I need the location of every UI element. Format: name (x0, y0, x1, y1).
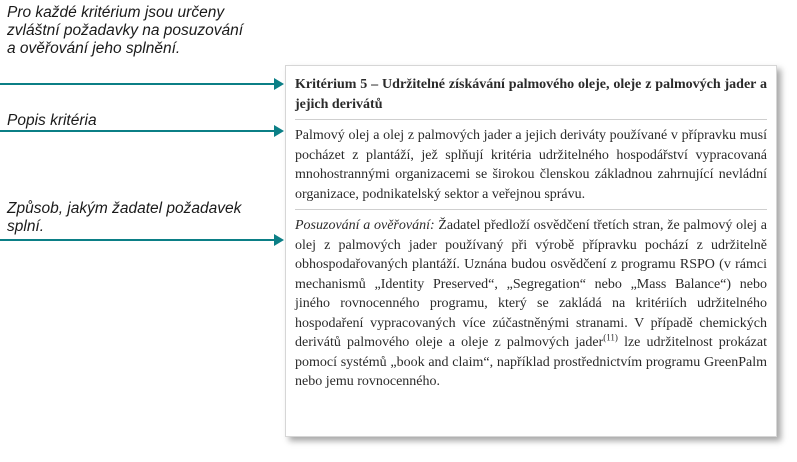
arrow-to-title (0, 83, 275, 85)
criterion-description: Palmový olej a olej z palmových jader a jejich deriváty používané v přípravku musí pocházet z plantáží, jež splňují kritéria udržitelného hospodářství vypracovaná mnohostrannými organizacemi se širokou členskou základnou zahrnující nevládní organizace, podnikatelský sektor a veřejnou správu. (295, 128, 767, 202)
criterion-title: Kritérium 5 – Udržitelné získávání palmového oleje, oleje z palmových jader a jejich derivátů (295, 77, 767, 112)
criterion-box (285, 65, 777, 437)
assessment-text-2: lze udržitelnost prokázat pomocí systémů „book and claim“, například prostřednictvím programu GreenPalm nebo jemu rovnocenného. (295, 335, 767, 389)
footnote-marker: (11) (603, 332, 618, 343)
annotation-requirements: Pro každé kritérium jsou určeny zvláštní požadavky na posuzování a ověřování jeho splnění. (7, 4, 244, 57)
criterion-assessment (295, 216, 767, 392)
divider (295, 119, 767, 120)
assessment-label: Posuzování a ověřování: (295, 218, 435, 233)
annotation-criterion-description: Popis kritéria (7, 112, 97, 129)
arrow-to-assessment (0, 239, 275, 241)
arrow-to-description (0, 130, 275, 132)
annotation-compliance-method: Způsob, jakým žadatel požadavek splní. (7, 200, 242, 235)
divider (295, 209, 767, 210)
criterion-content (295, 75, 767, 392)
assessment-text-1: Žadatel předloží osvědčení třetích stran, že palmový olej a olej z palmových jader používaný při výrobě přípravku pochází z udržitelně obhospodařovaných plantáží. Uznána budou osvědčení z programu RSPO (v rámci mechanismů „Identity Preserved“, „Segregation“ nebo „Mass Balance“) nebo jiného rovnocenného programu, který se zakládá na kritériích udržitelného hospodaření vypracovaných více zúčastněnými stranami. V případě chemických derivátů palmového oleje a oleje z palmových jader (295, 218, 768, 350)
